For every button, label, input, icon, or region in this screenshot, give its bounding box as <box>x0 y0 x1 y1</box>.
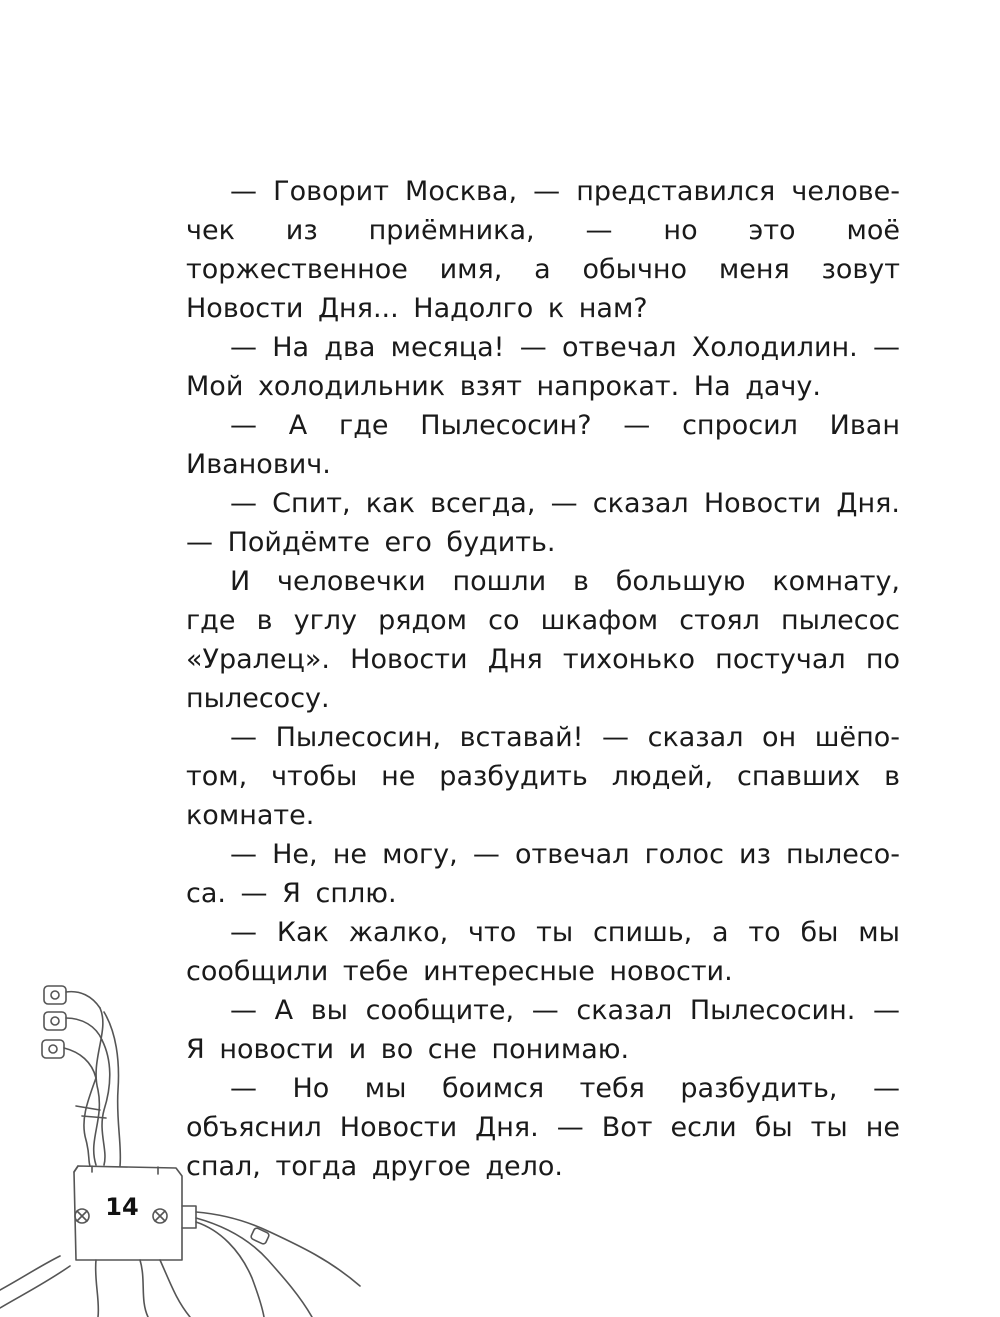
plug-head-icon <box>42 1040 96 1078</box>
screw-icon <box>153 1209 167 1223</box>
paragraph: — А вы сообщите, — сказал Пылесосин. — Я новости и во сне понимаю. <box>186 995 900 1065</box>
paragraph: — Спит, как всегда, — сказал Новости Дня. — Пойдёмте его будить. <box>186 488 900 558</box>
paragraph: — Как жалко, что ты спишь, а то бы мы сообщили тебе интересные новости. <box>186 917 900 987</box>
paragraph: И человечки пошли в большую комнату, где в углу рядом со шкафом стоял пылесос «Уралец». Новости Дня тихонько постучал по пылесосу. <box>186 566 900 714</box>
power-strip-with-plugs-icon <box>0 960 380 1317</box>
paragraph: — Говорит Москва, — представился человечек из приёмника, — но это моё торжественное имя, а обычно меня зовут Новости Дня... Надолго к нам? <box>186 176 900 324</box>
plug-head-icon <box>44 986 100 1008</box>
plug-head-icon <box>44 1012 102 1040</box>
paragraph: — Не, не могу, — отвечал голос из пылесоса. — Я сплю. <box>186 839 900 909</box>
paragraph: — Но мы боимся тебя разбудить, — объяснил Новости Дня. — Вот если бы ты не спал, тогда другое дело. <box>186 1073 900 1182</box>
screw-icon <box>75 1209 89 1223</box>
paragraph: — На два месяца! — отвечал Холодилин. — Мой холодильник взят напрокат. На дачу. <box>186 332 900 402</box>
page-number: 14 <box>105 1193 139 1221</box>
paragraph: — А где Пылесосин? — спросил Иван Иванович. <box>186 410 900 480</box>
paragraph: — Пылесосин, вставай! — сказал он шёпотом, чтобы не разбудить людей, спавших в комнате. <box>186 722 900 831</box>
